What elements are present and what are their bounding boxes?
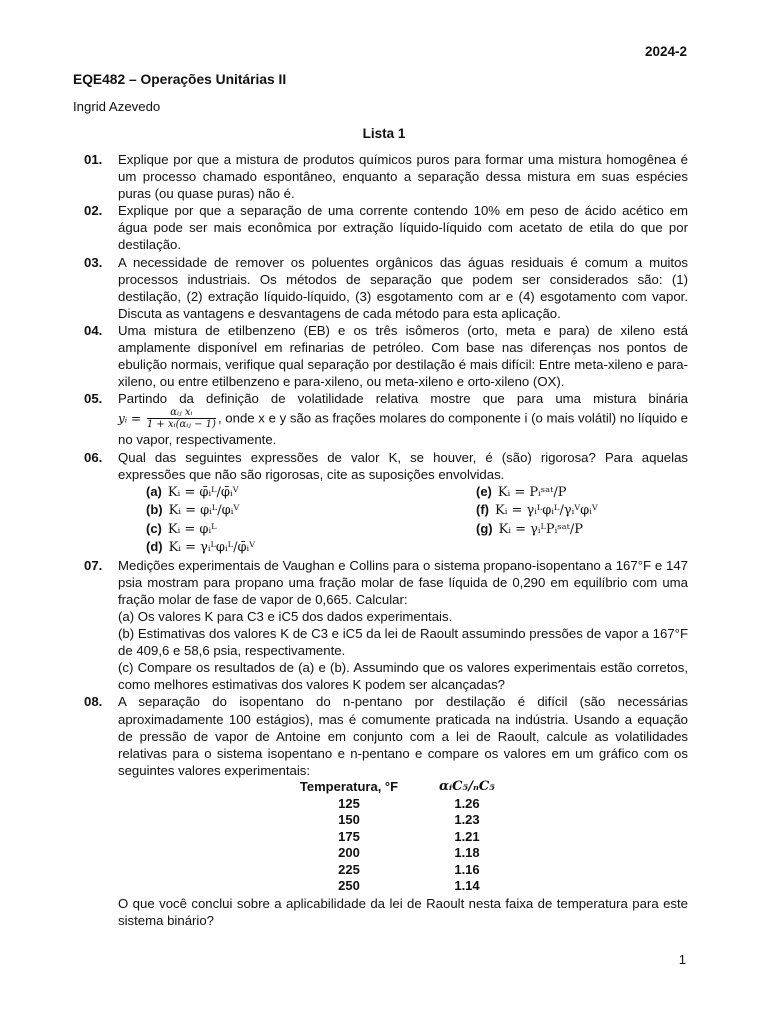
question-number: 03. — [84, 254, 103, 270]
table-cell: 1.16 — [454, 861, 480, 877]
table-row — [286, 829, 522, 846]
expression-g: (g) Kᵢ = γᵢᴸPᵢˢᵃᵗ/P — [476, 520, 584, 537]
question-07 — [84, 557, 688, 694]
question-text: A necessidade de remover os poluentes orgânicos das águas residuais é comum a muitos processos industriais. Os métodos de separação que podem ser considerados são: (1) destilação, (2) extração líquido-líquido, (3) esgotamento com ar e (4) esgotamento com vapor. Discuta as vantagens e desvantagens de cada método para esta aplicação. — [118, 254, 688, 321]
table-cell: 1.26 — [454, 795, 480, 811]
question-text: Uma mistura de etilbenzeno (EB) e os três isômeros (orto, meta e para) de xileno está amplamente disponível em refinarias de petróleo. Com base nas diferenças nos pontos de ebulição normais, verifique qual separação por destilação é mais difícil: Entre meta-xileno e para-xileno, ou entre etilbenzeno e para-xileno, ou meta-xileno e orto-xileno (OX). — [118, 322, 688, 390]
table-header: αᵢC₅/ₙC₅ — [439, 778, 495, 794]
question-text: Explique por que a separação de uma corrente contendo 10% em peso de ácido acético em água pode ser mais econômica por extração líquido-líquido com acetato de etila do que por destilação. — [118, 203, 688, 253]
table-row — [286, 812, 522, 829]
table-cell: 175 — [338, 828, 360, 844]
question-06 — [84, 449, 688, 557]
question-text: Qual das seguintes expressões de valor K, se houver, é (são) rigorosa? Para aquelas expressões que não são rigorosas, cite as suposições envolvidas. — [118, 449, 688, 482]
question-text: Explique por que a mistura de produtos químicos puros para formar uma mistura homogênea é um processo chamado espontâneo, enquanto a separação dessa mistura em suas espécies puras (ou quase puras) não é. — [118, 152, 688, 202]
table-cell: 1.18 — [454, 845, 480, 861]
question-text: Partindo da definição de volatilidade relativa mostre que para uma mistura binária — [118, 391, 688, 407]
question-number: 05. — [84, 391, 103, 407]
question-part-b: (b) Estimativas dos valores K de C3 e iC5 da lei de Raoult assumindo pressões de vapor a 167°F de 409,6 e 58,6 psia, respectivamente. — [118, 626, 688, 659]
table-row — [286, 878, 522, 895]
page-number: 1 — [678, 952, 686, 967]
table-cell: 225 — [338, 861, 360, 877]
formula-denominator: 1 + xᵢ(αᵢⱼ − 1) — [146, 419, 216, 431]
table-header: Temperatura, °F — [299, 778, 399, 794]
expression-e: (e) Kᵢ = Pᵢˢᵃᵗ/P — [476, 483, 567, 500]
expression-c: (c) Kᵢ = φᵢᴸ — [146, 520, 217, 537]
question-number: 01. — [84, 152, 103, 167]
term-label: 2024-2 — [644, 44, 687, 59]
formula-numerator: αᵢⱼ xᵢ — [147, 407, 216, 419]
expression-b: (b) Kᵢ = φᵢᴸ/φᵢⱽ — [146, 502, 240, 519]
list-title: Lista 1 — [362, 126, 406, 141]
table-cell: 150 — [338, 812, 360, 828]
question-text: A separação do isopentano do n-pentano por destilação é difícil (são necessárias aproximadamente 100 estágios), mas é comumente praticada na indústria. Usando a equação de pressão de vapor de Antoine em conjunto com a lei de Raoult, calcule as volatilidades relativas para o sistema isopentano e n-pentano e compare os valores em um gráfico com os seguintes valores experimentais: — [118, 694, 688, 778]
question-02 — [84, 202, 688, 253]
table-cell: 1.23 — [454, 812, 480, 828]
table-cell: 1.14 — [454, 878, 480, 894]
question-05 — [84, 390, 688, 448]
question-08 — [84, 693, 688, 929]
expression-d: (d) Kᵢ = γᵢᴸφᵢᴸ/φ̄ᵢⱽ — [146, 539, 256, 556]
table-cell: 1.21 — [454, 828, 480, 844]
question-number: 06. — [84, 449, 103, 465]
question-04 — [84, 322, 688, 390]
volatility-table — [286, 779, 522, 895]
question-03 — [84, 254, 688, 322]
table-row — [286, 796, 522, 813]
table-header-row — [286, 779, 522, 796]
table-cell: 250 — [338, 878, 360, 894]
expression-a: (a) Kᵢ = φ̄ᵢᴸ/φ̄ᵢⱽ — [146, 483, 239, 500]
question-number: 07. — [84, 557, 103, 573]
question-number: 04. — [84, 322, 103, 338]
relative-volatility-formula — [118, 407, 218, 431]
author-name: Ingrid Azevedo — [73, 99, 161, 114]
k-value-expressions — [146, 483, 688, 557]
formula-lhs: yᵢ = — [118, 411, 142, 426]
question-number: 08. — [84, 694, 103, 710]
question-list — [84, 151, 688, 929]
question-01 — [84, 151, 688, 202]
question-part-a: (a) Os valores K para C3 e iC5 dos dados experimentais. — [118, 608, 453, 624]
question-number: 02. — [84, 203, 103, 219]
table-cell: 125 — [338, 795, 360, 811]
formula-fraction — [147, 407, 216, 431]
question-text: Medições experimentais de Vaughan e Collins para o sistema propano-isopentano a 167°F e 147 psia mostram para propano uma fração molar de fase líquida de 0,290 em equilíbrio com uma fração molar de fase de vapor de 0,665. Calcular: — [118, 557, 688, 607]
expression-f: (f) Kᵢ = γᵢᴸφᵢᴸ/γᵢⱽφᵢⱽ — [476, 502, 598, 519]
course-title: EQE482 – Operações Unitárias II — [73, 72, 287, 87]
table-row — [286, 862, 522, 879]
table-cell: 200 — [338, 845, 360, 861]
question-part-c: (c) Compare os resultados de (a) e (b). Assumindo que os valores experimentais estão corretos, como melhores estimativas dos valores K podem ser alcançadas? — [118, 660, 688, 693]
question-text-continued: , onde x e y são as frações molares do componente i (o mais volátil) no líquido e no vapor, respectivamente. — [118, 410, 688, 448]
table-row — [286, 845, 522, 862]
question-closing: O que você conclui sobre a aplicabilidade da lei de Raoult nesta faixa de temperatura para este sistema binário? — [118, 896, 688, 929]
